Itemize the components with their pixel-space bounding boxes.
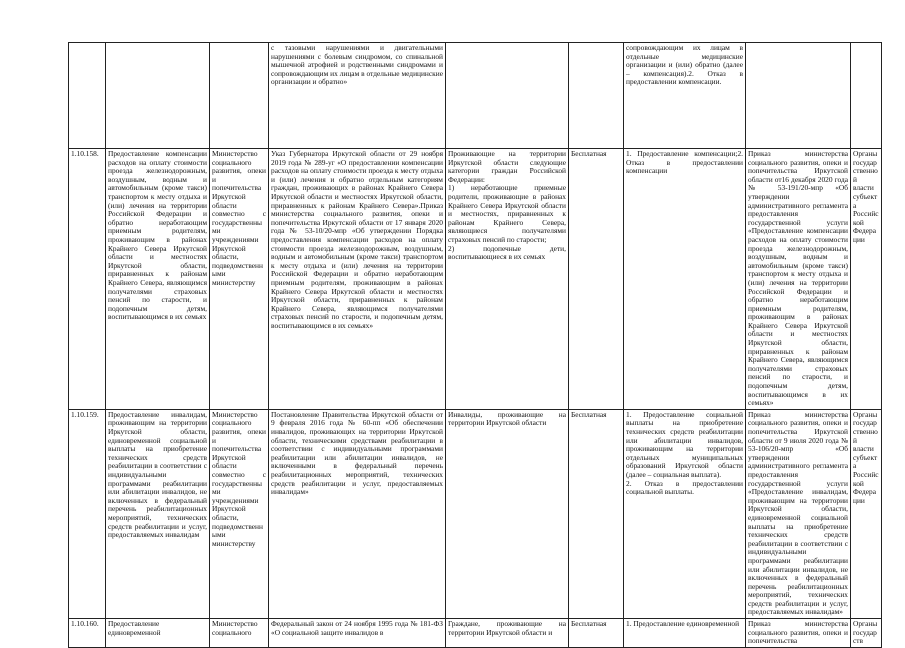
cell-body: Органы государств: [851, 619, 882, 648]
cell-result: 1. Предоставление социальной выплаты на приобретение технических средств реабилитации или абилитации инвалидов, проживающим на территории отдельных муниципальных образований Иркутской области (далее – социальная выплата). 2. Отказ в предоставлении социальной выплаты.: [624, 409, 746, 618]
cell-service-name: Предоставление инвалидам, проживающим на территории Иркутской области, единовременной социальной выплаты на приобретение технических средств реабилитации в соответствии с индивидуальными программами реабилитации или абилитации инвалидов, не включенных в федеральный перечень реабилитационных мероприятий, технических средств реабилитации и услуг, предоставляемых инвалидам: [106, 409, 210, 618]
cell-service-name: [106, 43, 210, 149]
table-row-continuation: [69, 43, 882, 149]
cell-payment: [569, 43, 624, 149]
cell-recipients: [446, 43, 569, 149]
cell-regulation: Приказ министерства социального развития, опеки и попечительства Иркутской области от16 декабря 2020 года № 53-191/20-мпр «Об утверждении административного регламента предоставления государственной услуги «Предоставление компенсации расходов на оплату стоимости проезда железнодорожным, воздушным, водным и автомобильным (кроме такси) транспортом к месту отдыха и (или) лечения на территории Российской Федерации и обратно неработающим приемным родителям, проживающим в районах Крайнего Севера Иркутской области и местностях Иркутской области, приравненных к районам Крайнего Севера, являющимся получателями страховых пенсий по старости, и подопечным детям, воспитывающимся в их семьях»: [746, 149, 851, 410]
cell-legal-basis: Постановление Правительства Иркутской области от 9 февраля 2016 года № 60-пп «Об обеспечении инвалидов, проживающих на территории Иркутской области, техническими средствами реабилитации в соответствии с индивидуальными программами реабилитации или абилитации инвалидов, не включенными в федеральный перечень реабилитационных мероприятий, технических средств реабилитации и услуг, предоставляемых инвалидам»: [269, 409, 446, 618]
cell-service-name: Предоставление компенсации расходов на оплату стоимости проезда железнодорожным, воздушным, водным и автомобильным (кроме такси) транспортом к месту отдыха и (или) лечения на территории Российской Федерации и обратно неработающим приемным родителям, проживающим в районах Крайнего Севера Иркутской области и местностях Иркутской области, приравненных к районам Крайнего Севера, являющимся получателями страховых пенсий по старости, и подопечным детям, воспитывающимся в их семьях: [106, 149, 210, 410]
cell-number: 1.10.159.: [69, 409, 106, 618]
cell-legal-basis: Указ Губернатора Иркутской области от 29 ноября 2019 года № 289-уг «О предоставлении компенсации расходов на оплату стоимости проезда к месту отдыха и (или) лечения и обратно отдельным категориям граждан, проживающих в районах Крайнего Севера Иркутской области и местностях Иркутской области, приравненных к районам Крайнего Севера».Приказ министерства социального развития, опеки и попечительства Иркутской области от 17 января 2020 года № 53-10/20-мпр «Об утверждении Порядка предоставления компенсации расходов на оплату стоимости проезда железнодорожным, воздушным, водным и автомобильным (кроме такси) транспортом к месту отдыха и (или) лечения на территории Российской Федерации и обратно неработающим приемным родителям, проживающим в районах Крайнего Севера Иркутской области и местностях Иркутской области, приравненных к районам Крайнего Севера, являющимся получателями страховых пенсий по старости, и подопечным детям, воспитывающимся в их семьях»: [269, 149, 446, 410]
cell-number: 1.10.158.: [69, 149, 106, 410]
cell-body: Органы государственной власти субъекта Российской Федерации: [851, 149, 882, 410]
cell-payment: Бесплатная: [569, 149, 624, 410]
table-row: [69, 149, 882, 410]
cell-payment: Бесплатная: [569, 409, 624, 618]
cell-payment: Бесплатная: [569, 619, 624, 648]
cell-number: 1.10.160.: [69, 619, 106, 648]
cell-authority: [210, 43, 269, 149]
cell-number: [69, 43, 106, 149]
cell-legal-basis: с тазовыми нарушениями и двигательными нарушениями с болевым синдромом, со спинальной мышечной атрофией и родственными синдромами и сопровождающим их лицам в отдельные медицинские организации и обратно»: [269, 43, 446, 149]
cell-body: [851, 43, 882, 149]
cell-result: 1. Предоставление компенсации;2. Отказ в предоставлении компенсации: [624, 149, 746, 410]
services-register-table: [68, 42, 882, 648]
cell-authority: Министерство социального: [210, 619, 269, 648]
cell-authority: Министерство социального развития, опеки и попечительства Иркутской области совместно с государственными учреждениями Иркутской области, подведомственными министерству: [210, 409, 269, 618]
cell-result: 1. Предоставление единовременной: [624, 619, 746, 648]
cell-regulation: [746, 43, 851, 149]
cell-regulation: Приказ министерства социального развития, опеки и попечительства Иркутской области от 9 июля 2020 года № 53-106/20-мпр «Об утверждении административного регламента предоставления государственной услуги «Предоставление инвалидам, проживающим на территории Иркутской области, единовременной социальной выплаты на приобретение технических средств реабилитации в соответствии с индивидуальными программами реабилитации или абилитации инвалидов, не включенных в федеральный перечень реабилитационных мероприятий, технических средств реабилитации и услуг, предоставляемых инвалидам»: [746, 409, 851, 618]
cell-recipients: Граждане, проживающие на территории Иркутской области и: [446, 619, 569, 648]
cell-body: Органы государственной власти субъекта Российской Федерации: [851, 409, 882, 618]
cell-regulation: Приказ министерства социального развития, опеки и попечительства: [746, 619, 851, 648]
cell-legal-basis: Федеральный закон от 24 ноября 1995 года № 181-ФЗ «О социальной защите инвалидов в: [269, 619, 446, 648]
cell-result: сопровождающим их лицам в отдельные медицинские организации и (или) обратно (далее – компенсация).2. Отказ в предоставлении компенсации.: [624, 43, 746, 149]
cell-recipients: Проживающие на территории Иркутской области следующие категории граждан Российской Федерации: 1) неработающие приемные родители, проживающие в районах Крайнего Севера Иркутской области и местностях, приравненных к районам Крайнего Севера, являющиеся получателями страховых пенсий по старости; 2) подопечные дети, воспитывающиеся в их семьях: [446, 149, 569, 410]
cell-authority: Министерство социального развития, опеки и попечительства Иркутской области совместно с государственными учреждениями Иркутской области, подведомственными министерству: [210, 149, 269, 410]
cell-service-name: Предоставление единовременной: [106, 619, 210, 648]
cell-recipients: Инвалиды, проживающие на территории Иркутской области: [446, 409, 569, 618]
table-row: [69, 409, 882, 618]
table-row-partial: [69, 619, 882, 648]
